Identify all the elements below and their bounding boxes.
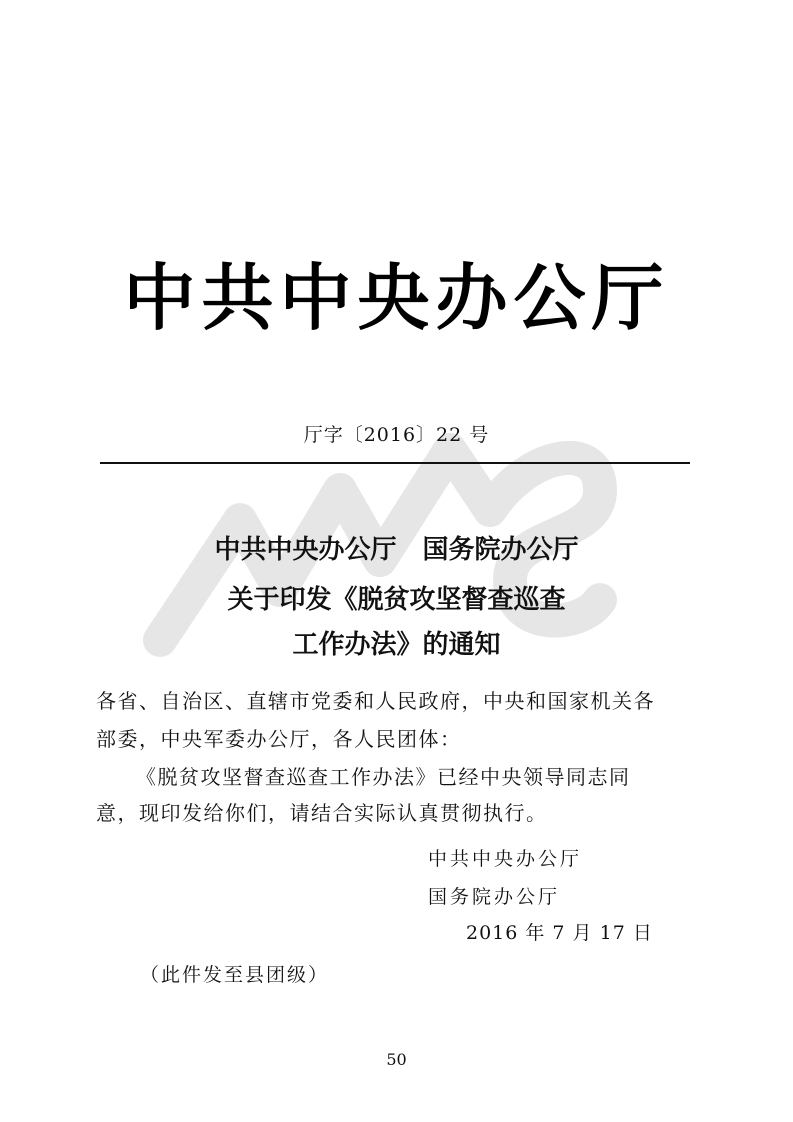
body-text-line: 部委，中央军委办公厅，各人民团体： bbox=[96, 727, 462, 751]
distribution-note: （此件发至县团级） bbox=[140, 964, 330, 986]
header-divider bbox=[100, 462, 690, 464]
issuing-org-title: 中共中央办公厅 bbox=[123, 256, 670, 340]
body-text-line: 各省、自治区、直辖市党委和人民政府，中央和国家机关各 bbox=[96, 689, 655, 713]
body-text-line: 意，现印发给你们，请结合实际认真贯彻执行。 bbox=[96, 801, 548, 825]
notice-title-line-1: 中共中央办公厅 国务院办公厅 bbox=[214, 535, 579, 565]
page-number: 50 bbox=[386, 1050, 407, 1069]
document-number: 厅字〔2016〕22 号 bbox=[303, 424, 490, 446]
notice-title-line-2: 关于印发《脱贫攻坚督查巡查 bbox=[227, 585, 566, 615]
signature-issuer-2: 国务院办公厅 bbox=[428, 886, 561, 908]
body-text-line: 《脱贫攻坚督查巡查工作办法》已经中央领导同志同 bbox=[136, 765, 631, 789]
signature-date: 2016 年 7 月 17 日 bbox=[466, 922, 653, 944]
notice-title-line-3: 工作办法》的通知 bbox=[292, 630, 501, 660]
signature-issuer-1: 中共中央办公厅 bbox=[428, 848, 583, 870]
